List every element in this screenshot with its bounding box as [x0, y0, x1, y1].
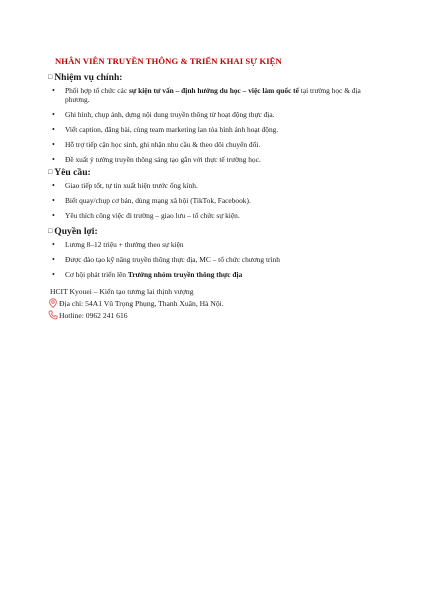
- section-heading-text: Quyền lợi:: [54, 226, 98, 237]
- address-line: [48, 298, 224, 309]
- company-tagline: HCIT Kyouei – Kiến tạo tương lai thịnh vượng: [50, 287, 194, 296]
- section-bullet-icon: □: [48, 227, 53, 235]
- list-item: • Viết caption, đăng bài, cùng team marketing lan tỏa hình ảnh hoạt động.: [48, 125, 378, 134]
- hotline-text: Hotline: 0962 241 616: [59, 311, 128, 320]
- list-item: • Ghi hình, chụp ảnh, dựng nội dung truyền thông từ hoạt động thực địa.: [48, 110, 378, 119]
- list-item: • Yêu thích công việc đi trường – giao lưu – tổ chức sự kiện.: [48, 211, 378, 220]
- map-pin-icon: [48, 298, 58, 308]
- list-item: • Phối hợp tổ chức các sự kiện tư vấn – định hướng du học – việc làm quốc tế tại trường học & địa phương.: [48, 86, 378, 105]
- section-heading-text: Yêu cầu:: [54, 167, 91, 178]
- list-item: • Cơ hội phát triển lên Trưởng nhóm truyền thông thực địa: [48, 270, 378, 279]
- section-heading-duties: [48, 72, 122, 83]
- list-item: • Hỗ trợ tiếp cận học sinh, ghi nhận nhu cầu & theo dõi chuyển đổi.: [48, 140, 378, 149]
- list-item: • Lương 8–12 triệu + thưởng theo sự kiện: [48, 240, 378, 249]
- page-title: NHÂN VIÊN TRUYỀN THÔNG & TRIỂN KHAI SỰ KIỆN: [55, 56, 282, 66]
- hotline-line: [48, 310, 128, 321]
- list-item: • Biết quay/chụp cơ bản, dùng mạng xã hội (TikTok, Facebook).: [48, 196, 378, 205]
- section-bullet-icon: □: [48, 168, 53, 176]
- section-bullet-icon: □: [48, 73, 53, 81]
- section-heading-requirements: [48, 167, 91, 178]
- duties-list: [48, 86, 378, 170]
- list-item: • Đề xuất ý tưởng truyền thông sáng tạo gắn với thực tế trường học.: [48, 155, 378, 164]
- section-heading-benefits: [48, 226, 98, 237]
- list-item: • Được đào tạo kỹ năng truyền thông thực địa, MC – tổ chức chương trình: [48, 255, 378, 264]
- section-heading-text: Nhiệm vụ chính:: [54, 72, 123, 83]
- list-item: • Giao tiếp tốt, tự tin xuất hiện trước ống kính.: [48, 181, 378, 190]
- phone-icon: [48, 310, 58, 320]
- benefits-list: [48, 240, 378, 285]
- requirements-list: [48, 181, 378, 226]
- address-text: Địa chỉ: 54A1 Vũ Trọng Phụng, Thanh Xuân, Hà Nội.: [59, 299, 224, 308]
